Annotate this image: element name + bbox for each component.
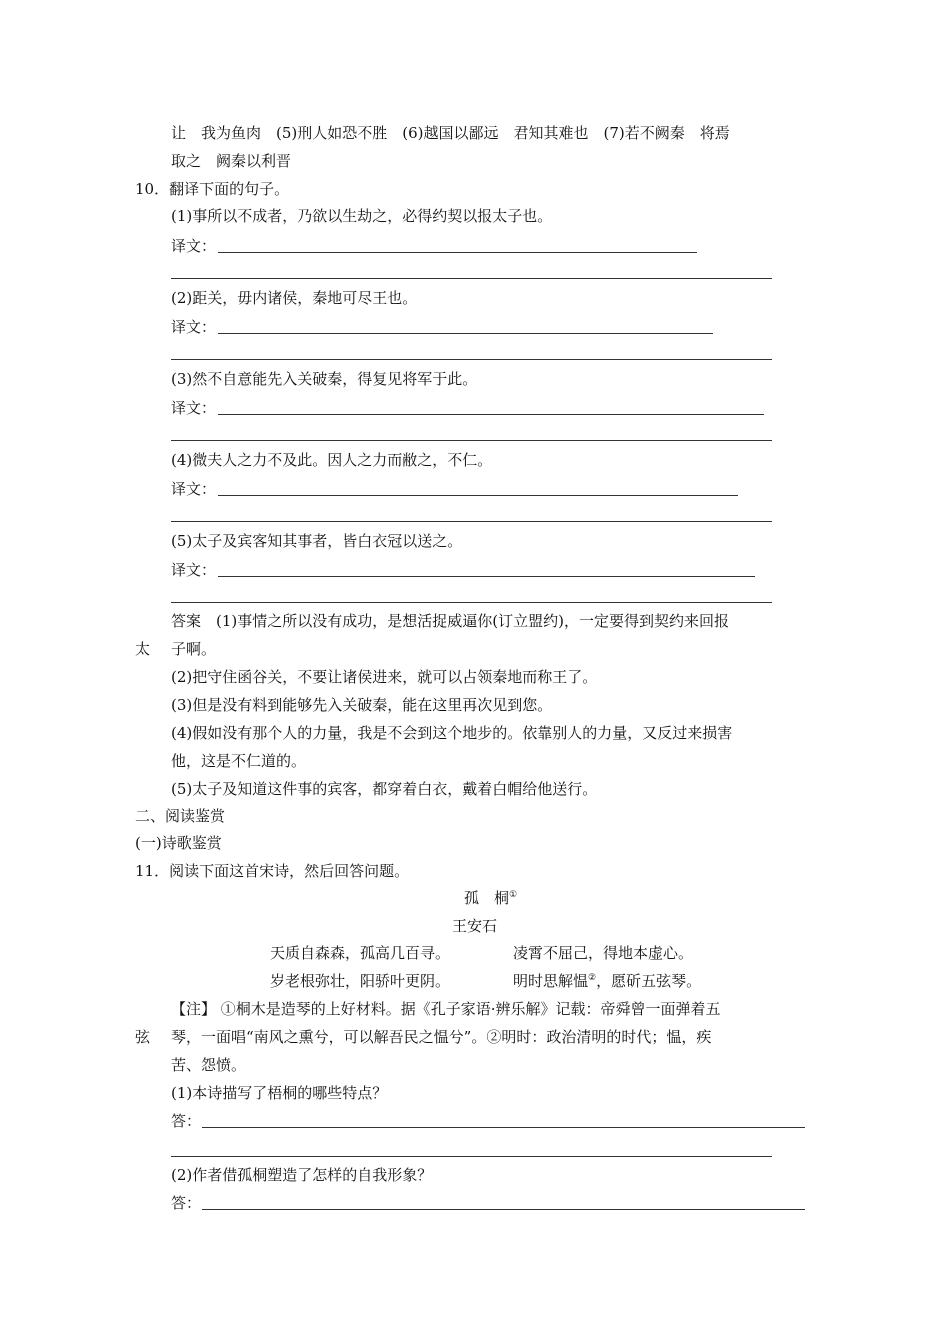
answer-4-line-2: 他，这是不仁道的。 [171,752,307,770]
answer-3: (3)但是没有料到能够先入关破秦，能在这里再次见到您。 [171,696,553,714]
note-line-2: 琴，一面唱“南风之熏兮，可以解吾民之愠兮”。②明时：政治清明的时代；愠，疾 [171,1028,712,1046]
poem-line-2b-note: ② [588,973,597,983]
answer-line [218,333,713,334]
note-line-1: 【注】 ①桐木是造琴的上好材料。据《孔子家语·辨乐解》记载：帝舜曾一面弹着五 [171,1000,721,1018]
answer-line [218,414,764,415]
q10-sentence-5: (5)太子及宾客知其事者，皆白衣冠以送之。 [171,532,463,550]
answer-label-1: 答： [171,1112,202,1130]
poem-title [464,887,517,909]
translate-label-3: 译文： [171,399,217,417]
carryover-line-1: 让 我为鱼肉 (5)刑人如恐不胜 (6)越国以鄙远 君知其难也 (7)若不阙秦 将焉 [171,124,730,142]
answer-2: (2)把守住函谷关，不要让诸侯进来，就可以占领秦地而称王了。 [171,668,598,686]
q10-sentence-3: (3)然不自意能先入关破秦，得复见将军于此。 [171,370,478,388]
answer-line [218,576,755,577]
poem-title-note: ① [509,890,518,900]
answer-line [218,252,697,253]
answer-line [171,521,772,522]
translate-label-4: 译文： [171,480,217,498]
answer-line-1: 答案 (1)事情之所以没有成功，是想活捉威逼你(订立盟约)，一定要得到契约来回报 [171,612,729,630]
poem-title-text: 孤 桐 [464,889,510,907]
q10-sentence-2: (2)距关，毋内诸侯，秦地可尽王也。 [171,289,418,307]
answer-4-line-1: (4)假如没有那个人的力量，我是不会到这个地步的。依靠别人的力量，又反过来损害 [171,724,733,742]
translate-label-1: 译文： [171,237,217,255]
poem-line-1a: 天质自森森，孤高几百寻。 [270,944,451,962]
answer-line [171,440,772,441]
poem-line-1b: 凌霄不屈己，得地本虚心。 [513,944,694,962]
subsection-heading: (一)诗歌鉴赏 [135,834,222,852]
poem-line-2b [513,970,701,992]
q11-heading: 11．阅读下面这首宋诗，然后回答问题。 [135,862,410,880]
answer-label-2: 答： [171,1194,202,1212]
note-line-2-prefix: 弦 [135,1028,151,1046]
answer-line [218,495,738,496]
answer-line-2: 子啊。 [171,640,217,658]
q11-sub-2: (2)作者借孤桐塑造了怎样的自我形象？ [171,1166,433,1184]
q10-heading: 10．翻译下面的句子。 [135,180,290,198]
note-line-3: 苦、怨愤。 [171,1056,247,1074]
poem-line-2b-post: ，愿斫五弦琴。 [596,972,702,990]
answer-line [171,1156,772,1157]
answer-line [171,278,772,279]
answer-line [202,1127,805,1128]
answer-line [171,359,772,360]
answer-5: (5)太子及知道这件事的宾客，都穿着白衣，戴着白帽给他送行。 [171,780,598,798]
q11-sub-1: (1)本诗描写了梧桐的哪些特点？ [171,1084,388,1102]
answer-line [202,1209,805,1210]
answer-line-2-prefix: 太 [135,640,151,658]
q10-sentence-1: (1)事所以不成者，乃欲以生劫之，必得约契以报太子也。 [171,207,553,225]
poem-line-2b-pre: 明时思解愠 [513,972,589,990]
poem-line-2a: 岁老根弥壮，阳骄叶更阴。 [270,972,451,990]
translate-label-5: 译文： [171,561,217,579]
q10-sentence-4: (4)微夫人之力不及此。因人之力而敝之，不仁。 [171,451,493,469]
section-heading: 二、阅读鉴赏 [135,807,226,825]
poem-author: 王安石 [452,917,498,935]
carryover-line-2: 取之 阙秦以利晋 [171,152,292,170]
answer-line [171,602,772,603]
translate-label-2: 译文： [171,318,217,336]
